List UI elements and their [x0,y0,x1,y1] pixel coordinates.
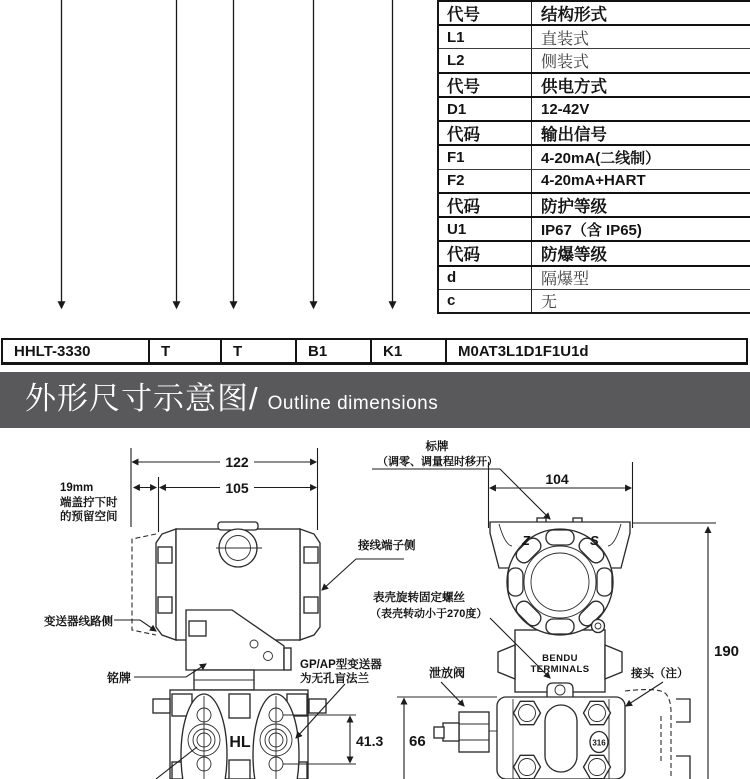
spec-table-row [439,169,750,192]
spec-header-code: 代码 [439,122,532,144]
model-code-cell: K1 [372,340,447,362]
svg-text:（表壳转动小于270度）: （表壳转动小于270度） [370,608,488,620]
spec-table-row [439,96,750,120]
spec-row-value: 4-20mA(二线制） [541,150,661,168]
side-view-drawing [44,448,416,779]
model-code-cell: T [150,340,222,362]
drain-valve-label [429,665,465,706]
spec-table-header-row [439,120,750,144]
svg-text:19mm: 19mm [60,482,94,494]
model-code-cell: T [222,340,297,362]
model-code-cell: HHLT-3330 [3,340,150,362]
spec-table-row [439,24,750,48]
svg-text:41.3: 41.3 [356,733,384,749]
spec-row-code: d [439,267,532,289]
svg-text:的预留空间: 的预留空间 [60,511,118,523]
material-badge: 316 [592,738,606,748]
model-number-row [1,338,748,365]
dim-104-group [489,462,633,528]
spec-header-label: 防爆等级 [541,246,607,265]
svg-text:端盖拧下时: 端盖拧下时 [60,497,118,509]
rotation-stop-lug [547,683,573,697]
spec-header-code: 代号 [439,2,532,24]
svg-text:表壳旋转固定螺丝: 表壳旋转固定螺丝 [373,592,465,604]
dim-105: 105 [225,480,249,496]
spec-header-code: 代号 [439,74,532,96]
ordering-code-table [437,0,750,314]
spec-table-row [439,144,750,168]
spec-row-value: 12-42V [541,100,590,118]
svg-text:66: 66 [409,733,426,750]
svg-text:104: 104 [545,471,569,487]
svg-text:190: 190 [714,643,740,660]
spec-header-label: 防护等级 [541,198,607,216]
section-title-en: Outline dimensions [267,393,439,414]
spec-table-header-row [439,192,750,216]
terminal-text-1: BENDU [542,653,578,664]
model-code-cell: B1 [297,340,372,362]
dim-122: 122 [225,454,249,470]
spec-table-row [439,216,750,240]
spec-row-value: 4-20mA+HART [541,172,646,190]
spec-row-value: 隔爆型 [541,271,590,289]
spec-row-value: 无 [541,294,558,312]
svg-text:标牌: 标牌 [425,441,449,453]
svg-text:铭牌: 铭牌 [107,671,132,685]
spec-table-header-row [439,240,750,264]
spec-row-value: 侧装式 [541,54,590,72]
spec-row-code: U1 [439,218,532,240]
spec-header-label: 供电方式 [541,77,607,96]
spec-table-row [439,265,750,289]
svg-text:GP/AP型变送器: GP/AP型变送器 [300,659,382,671]
spec-row-code: c [439,290,532,312]
svg-text:接线端子侧: 接线端子侧 [358,540,416,552]
blind-flange-label [296,657,382,738]
circuit-side-label [44,614,156,631]
spec-row-value: 直装式 [541,30,590,48]
svg-text:泄放阀: 泄放阀 [429,666,466,680]
spec-row-value: IP67（含 IP65) [541,221,642,239]
svg-text:（调零、调量程时移开）: （调零、调量程时移开） [377,456,498,468]
letter-z: Z [522,533,530,548]
connector-label [626,666,689,706]
section-banner [0,372,750,428]
case-screw [592,620,605,633]
spec-row-code: D1 [439,98,532,120]
model-code-cell: M0AT3L1D1F1U1d [458,342,589,360]
front-view-drawing [370,439,739,779]
spec-row-code: F2 [439,170,532,192]
spec-table-header-row [439,0,750,24]
spec-table-row [439,289,750,312]
spec-header-label: 结构形式 [541,6,607,25]
outline-drawings [0,428,750,779]
clearance-note [59,482,118,523]
drain-valve [434,712,497,752]
spec-row-code: L1 [439,26,532,48]
process-connector-dashed [625,690,690,779]
svg-text:为无孔盲法兰: 为无孔盲法兰 [300,673,369,685]
spec-table-row [439,48,750,71]
text-hl: HL [229,734,251,751]
spec-row-code: L2 [439,49,532,71]
svg-text:接头（注）: 接头（注） [631,668,689,680]
terminal-text-2: TERMINALS [530,664,590,675]
letter-s: S [590,533,599,548]
spec-header-code: 代码 [439,242,532,264]
spec-header-label: 输出信号 [541,126,607,145]
spec-header-code: 代码 [439,194,532,216]
section-title-zh: 外形尺寸示意图/ [25,381,259,416]
terminal-side-label [322,538,416,590]
flange-assembly [153,670,326,779]
dim-190-group [632,523,739,779]
spec-row-code: F1 [439,146,532,168]
spec-table-header-row [439,72,750,96]
flange-block [497,697,625,779]
svg-text:变送器线路侧: 变送器线路侧 [44,616,113,628]
tag-label [372,439,550,519]
